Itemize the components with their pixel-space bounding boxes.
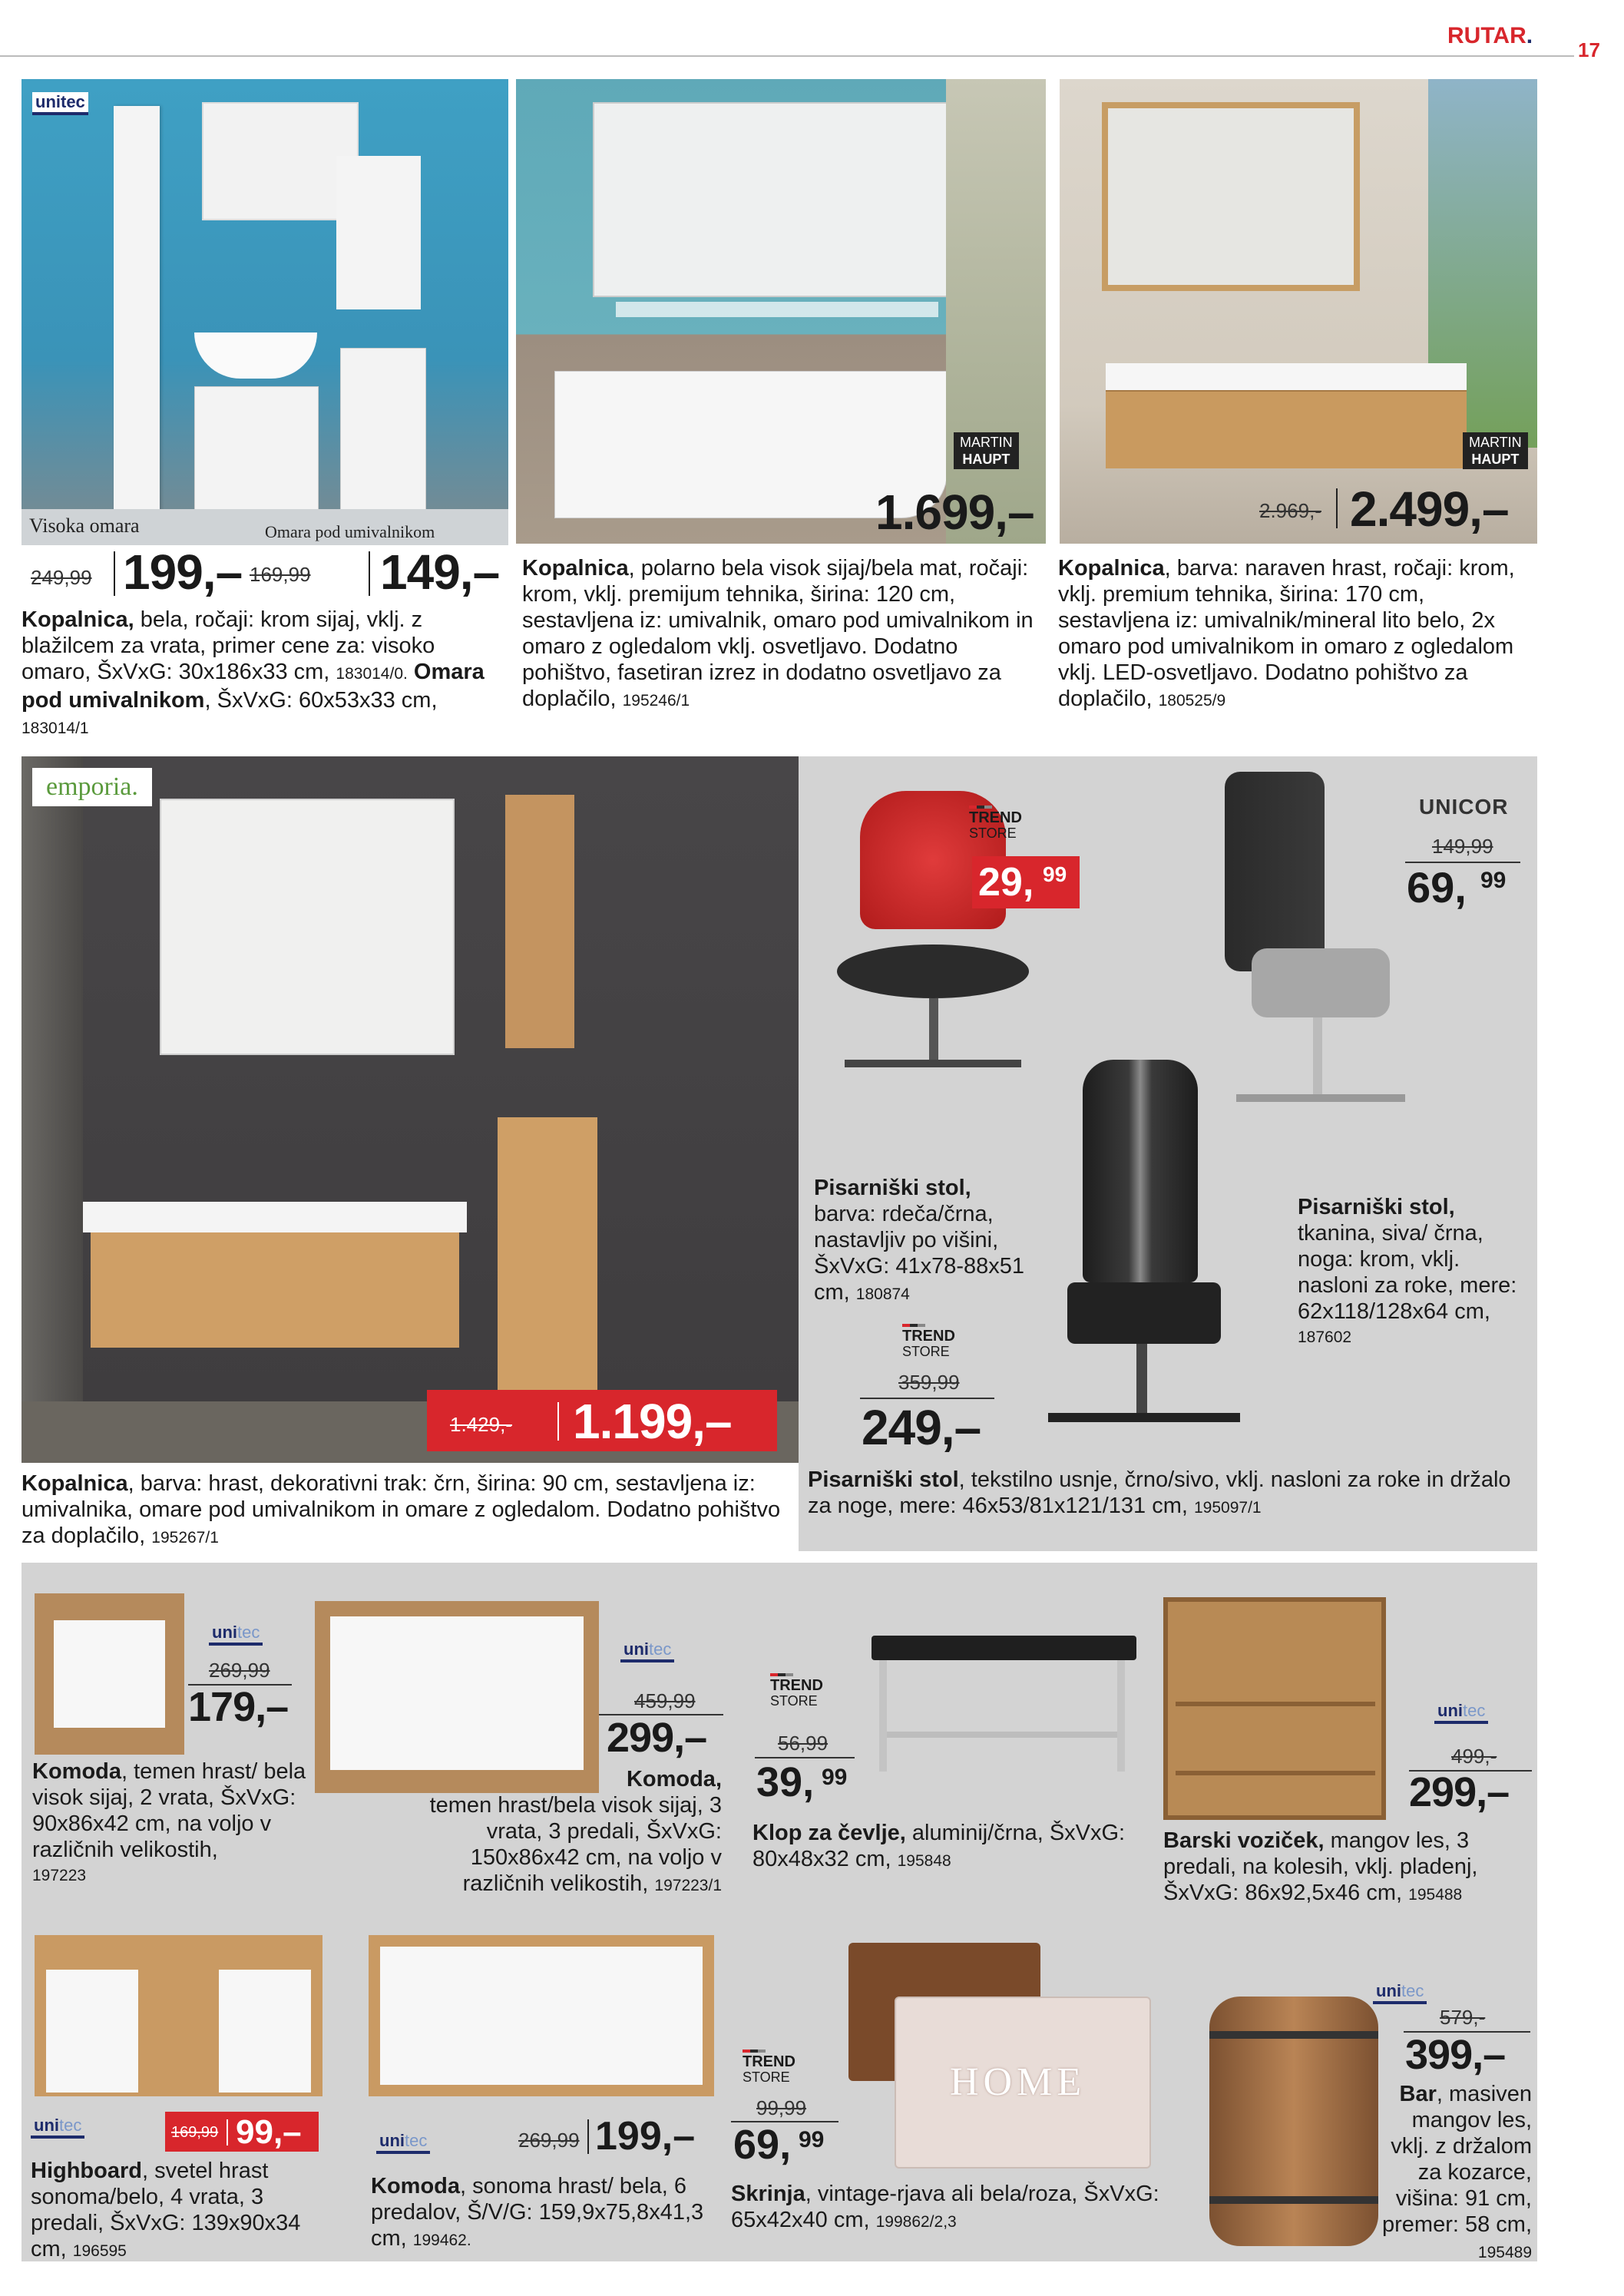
price-decimals: 99 (822, 1765, 848, 1790)
old-price: 269,99 (209, 1659, 270, 1682)
old-price: 99,99 (756, 2096, 807, 2119)
product-description (399, 1766, 722, 1899)
product-code: 195848 (897, 1852, 951, 1870)
brand-line: MARTIN (960, 435, 1013, 450)
emporia-logo: emporia. (32, 768, 152, 806)
product-code: 187602 (1298, 1328, 1352, 1346)
old-price: 169,99 (250, 563, 311, 586)
old-price: 169,99 (171, 2124, 219, 2141)
price: 2.499,– (1350, 481, 1509, 537)
price-integer: 39, (756, 1759, 815, 1805)
product-description (808, 1467, 1533, 1521)
price-panel (165, 2112, 319, 2152)
product-title: Komoda, (626, 1767, 722, 1791)
product-text: , masiven mangov les, vklj. z držalom za kozarce, višina: 91 cm, premer: 58 cm, (1382, 2082, 1532, 2237)
product-title: Pisarniški stol, (814, 1176, 971, 1200)
price-panel (972, 856, 1080, 908)
product-title: Omara pod umivalnikom (21, 660, 485, 713)
product-description (21, 1471, 797, 1551)
top-rule (0, 55, 1574, 57)
caption-under-sink-cabinet: Omara pod umivalnikom (265, 522, 435, 541)
product-photo-bathroom-white-tall (21, 79, 508, 545)
product-photo-dresser-6-drawers (369, 1935, 714, 2096)
product-photo-storage-chest (848, 1943, 1156, 2173)
product-code: 183014/0. (336, 665, 408, 683)
trend-store-logo-line: STORE (743, 2069, 790, 2085)
product-photo-bar-cart (1163, 1597, 1386, 1820)
price: 199,– (123, 544, 243, 600)
trend-store-logo (969, 810, 1022, 841)
product-photo-red-chair (814, 791, 1060, 1113)
unitec-logo: unitec (376, 2131, 430, 2154)
product-title: Pisarniški stol (808, 1467, 959, 1492)
old-price: 499,- (1451, 1745, 1497, 1768)
trend-store-logo-line: STORE (969, 825, 1017, 841)
product-title: Klop za čevlje, (752, 1821, 906, 1845)
price: 299,– (1409, 1769, 1510, 1815)
trend-store-logo-line: STORE (902, 1344, 950, 1359)
product-photo-highboard (35, 1935, 322, 2096)
product-description (32, 1758, 339, 1889)
unitec-logo: unitec (1373, 1981, 1427, 2004)
product-text: , temen hrast/ bela visok sijaj, 2 vrata, ŠxVxG: 90x86x42 cm, na voljo v različnih velikostih, (32, 1759, 306, 1862)
old-price: 579,- (1440, 2006, 1486, 2029)
product-text: , tekstilno usnje, črno/sivo, vklj. nasloni za roke in držalo za noge, mere: 46x53/81x121/131 cm, (808, 1467, 1511, 1518)
product-title: Kopalnica (522, 556, 629, 581)
product-description (752, 1820, 1136, 1874)
product-code: 180874 (855, 1285, 910, 1303)
product-title: Pisarniški stol, (1298, 1195, 1455, 1219)
product-title: Komoda (32, 1759, 121, 1784)
brand-line: HAUPT (962, 452, 1010, 467)
brand-line: HAUPT (1471, 452, 1520, 467)
price: 249,– (862, 1400, 981, 1455)
product-title: Bar (1399, 2082, 1437, 2106)
trend-store-logo (770, 1678, 823, 1709)
price-decimals: 99 (799, 2127, 825, 2152)
martin-haupt-logo (1463, 432, 1528, 469)
brand-name: RUTAR (1447, 23, 1526, 48)
product-text: temen hrast/bela visok sijaj, 3 vrata, 3 predali, ŠxVxG: 150x86x42 cm, na voljo v različnih velikostih, (429, 1793, 722, 1896)
product-description (1298, 1194, 1528, 1351)
old-price: 459,99 (634, 1689, 696, 1712)
price: 149,– (380, 544, 500, 600)
stripe (743, 2050, 766, 2053)
price-separator (369, 551, 370, 596)
product-text: , polarno bela visok sijaj/bela mat, ročaji: krom, vklj. premijum tehnika, širina: 120 cm, sestavljena iz: umivalnik, omaro pod umivalnikom in omaro z ogledalom vklj. osvetljavo. Dodatno pohištvo, fasetiran izrez in dodatno osvetljavo za doplačilo, (522, 556, 1034, 711)
trend-store-logo-line: TREND (770, 1677, 823, 1694)
product-code: 197223 (32, 1867, 87, 1884)
price: 1.199,– (573, 1394, 732, 1449)
product-text: , sonoma hrast/ bela, 6 predalov, Š/V/G: 159,9x75,8x41,3 cm, (371, 2174, 704, 2251)
product-code: 195246/1 (622, 692, 690, 710)
product-text: mangov les, 3 predali, na kolesih, vklj. pladenj, ŠxVxG: 86x92,5x46 cm, (1163, 1828, 1478, 1905)
price: 199,– (595, 2114, 696, 2159)
trend-store-logo-line: TREND (969, 809, 1022, 826)
product-description (21, 607, 494, 742)
stripe (969, 806, 992, 809)
price-panel (427, 1390, 777, 1451)
product-photo-gaming-chair (1029, 1060, 1275, 1474)
product-title: Skrinja (731, 2182, 805, 2206)
product-photo-sideboard-3-doors (315, 1601, 599, 1793)
page-number: 17 (1578, 38, 1600, 61)
martin-haupt-logo (954, 432, 1019, 469)
old-price: 249,99 (31, 566, 92, 589)
unitec-logo: unitec (620, 1639, 674, 1662)
product-description (1163, 1828, 1524, 1908)
product-title: Highboard (31, 2159, 142, 2183)
price-separator (1336, 488, 1338, 528)
old-price: 1.429,- (450, 1413, 512, 1436)
price: 99,– (236, 2113, 302, 2151)
price: 179,– (188, 1684, 289, 1730)
product-code: 197223/1 (654, 1877, 722, 1894)
trend-store-logo-line: TREND (743, 2053, 795, 2070)
old-price: 56,99 (778, 1732, 829, 1755)
old-price: 269,99 (518, 2129, 580, 2152)
unicor-logo: UNICOR (1419, 795, 1509, 819)
product-text: , vintage-rjava ali bela/roza, ŠxVxG: 65x42x40 cm, (731, 2182, 1159, 2232)
price-integer: 69, (1407, 863, 1467, 911)
unitec-logo: unitec (209, 1623, 263, 1646)
product-code: 199862/2,3 (875, 2213, 957, 2231)
price: 399,– (1405, 2032, 1506, 2078)
trend-store-logo-line: TREND (902, 1328, 955, 1345)
price: 1.699,– (875, 485, 1034, 540)
product-title: Kopalnica (21, 1471, 128, 1496)
caption-tall-cabinet: Visoka omara (29, 514, 140, 537)
product-code: 195489 (1477, 2244, 1532, 2261)
product-photo-barrel-bar (1209, 1997, 1378, 2246)
product-title: Kopalnica, (21, 607, 134, 632)
product-text: barva: rdeča/črna, nastavljiv po višini, ŠxVxG: 41x78-88x51 cm, (814, 1202, 1025, 1305)
product-text: , svetel hrast sonoma/belo, 4 vrata, 3 predali, ŠxVxG: 139x90x34 cm, (31, 2159, 301, 2261)
product-photo-shoe-bench (864, 1636, 1144, 1774)
product-text: aluminij/črna, ŠxVxG: 80x48x32 cm, (752, 1821, 1126, 1871)
product-description (31, 2158, 338, 2265)
price-separator (227, 2119, 228, 2145)
product-photo-bathroom-polar-white (516, 79, 1046, 544)
chest-print: HOME (950, 2060, 1087, 2104)
price-integer: 69, (733, 2122, 792, 2168)
price-decimals: 99 (1480, 868, 1507, 893)
stripe (902, 1324, 925, 1327)
trend-store-logo (743, 2054, 795, 2085)
trend-store-logo (902, 1328, 955, 1359)
product-text: , barva: naraven hrast, ročaji: krom, vklj. premium tehnika, širina: 170 cm, sestavljena iz: umivalnik/mineral lito belo, 2x omaro pod umivalnikom in omaro z ogledalom vklj. LED-osvetljavo. Dodatno pohištvo za doplačilo, (1058, 556, 1515, 711)
product-text: tkanina, siva/ črna, noga: krom, vklj. nasloni za roke, mere: 62x118/128x64 cm, (1298, 1221, 1517, 1324)
price-integer: 29, (978, 860, 1034, 905)
product-code: 183014/1 (21, 720, 89, 737)
stripe (770, 1673, 793, 1676)
product-description (731, 2181, 1207, 2235)
product-text: bela, ročaji: krom sijaj, vklj. z blažilcem za vrata, primer cene za: visoko omaro, ŠxVxG: 30x186x33 cm, (21, 607, 435, 684)
old-price: 2.969,- (1259, 499, 1321, 522)
old-price: 149,99 (1432, 835, 1493, 858)
product-text: , ŠxVxG: 60x53x33 cm, (204, 688, 438, 713)
product-code: 195267/1 (151, 1529, 219, 1547)
price-separator (557, 1402, 559, 1441)
product-description (371, 2173, 724, 2254)
product-text: , barva: hrast, dekorativni trak: črn, širina: 90 cm, sestavljena iz: umivalnika, omare pod umivalnikom in omare z ogledalom. Dodatno pohištvo za doplačilo, (21, 1471, 781, 1548)
old-price: 359,99 (898, 1371, 960, 1394)
product-photo-bathroom-oak (1060, 79, 1537, 544)
product-photo-bathroom-emporia (21, 756, 803, 1463)
trend-store-logo-line: STORE (770, 1693, 818, 1709)
product-description (814, 1175, 1044, 1308)
product-code: 195097/1 (1194, 1499, 1262, 1517)
brand-logo: RUTAR. (1447, 23, 1533, 48)
product-title: Komoda (371, 2174, 460, 2198)
product-description (522, 555, 1037, 714)
product-description (1378, 2081, 1532, 2266)
product-code: 199462. (412, 2231, 471, 2249)
product-title: Kopalnica (1058, 556, 1165, 581)
price-separator (587, 2119, 589, 2154)
product-code: 196595 (72, 2242, 127, 2260)
product-title: Barski voziček, (1163, 1828, 1325, 1853)
brand-line: MARTIN (1469, 435, 1522, 450)
product-code: 195488 (1408, 1886, 1463, 1904)
product-description (1058, 555, 1534, 714)
product-code: 180525/9 (1158, 692, 1226, 710)
unitec-logo: unitec (1434, 1701, 1488, 1724)
product-photo-sideboard-2-doors (35, 1593, 184, 1755)
price-decimals: 99 (1043, 862, 1067, 886)
price: 299,– (607, 1715, 707, 1761)
price-separator (114, 551, 115, 596)
unitec-logo: unitec (32, 92, 88, 115)
unitec-logo: unitec (31, 2116, 84, 2139)
